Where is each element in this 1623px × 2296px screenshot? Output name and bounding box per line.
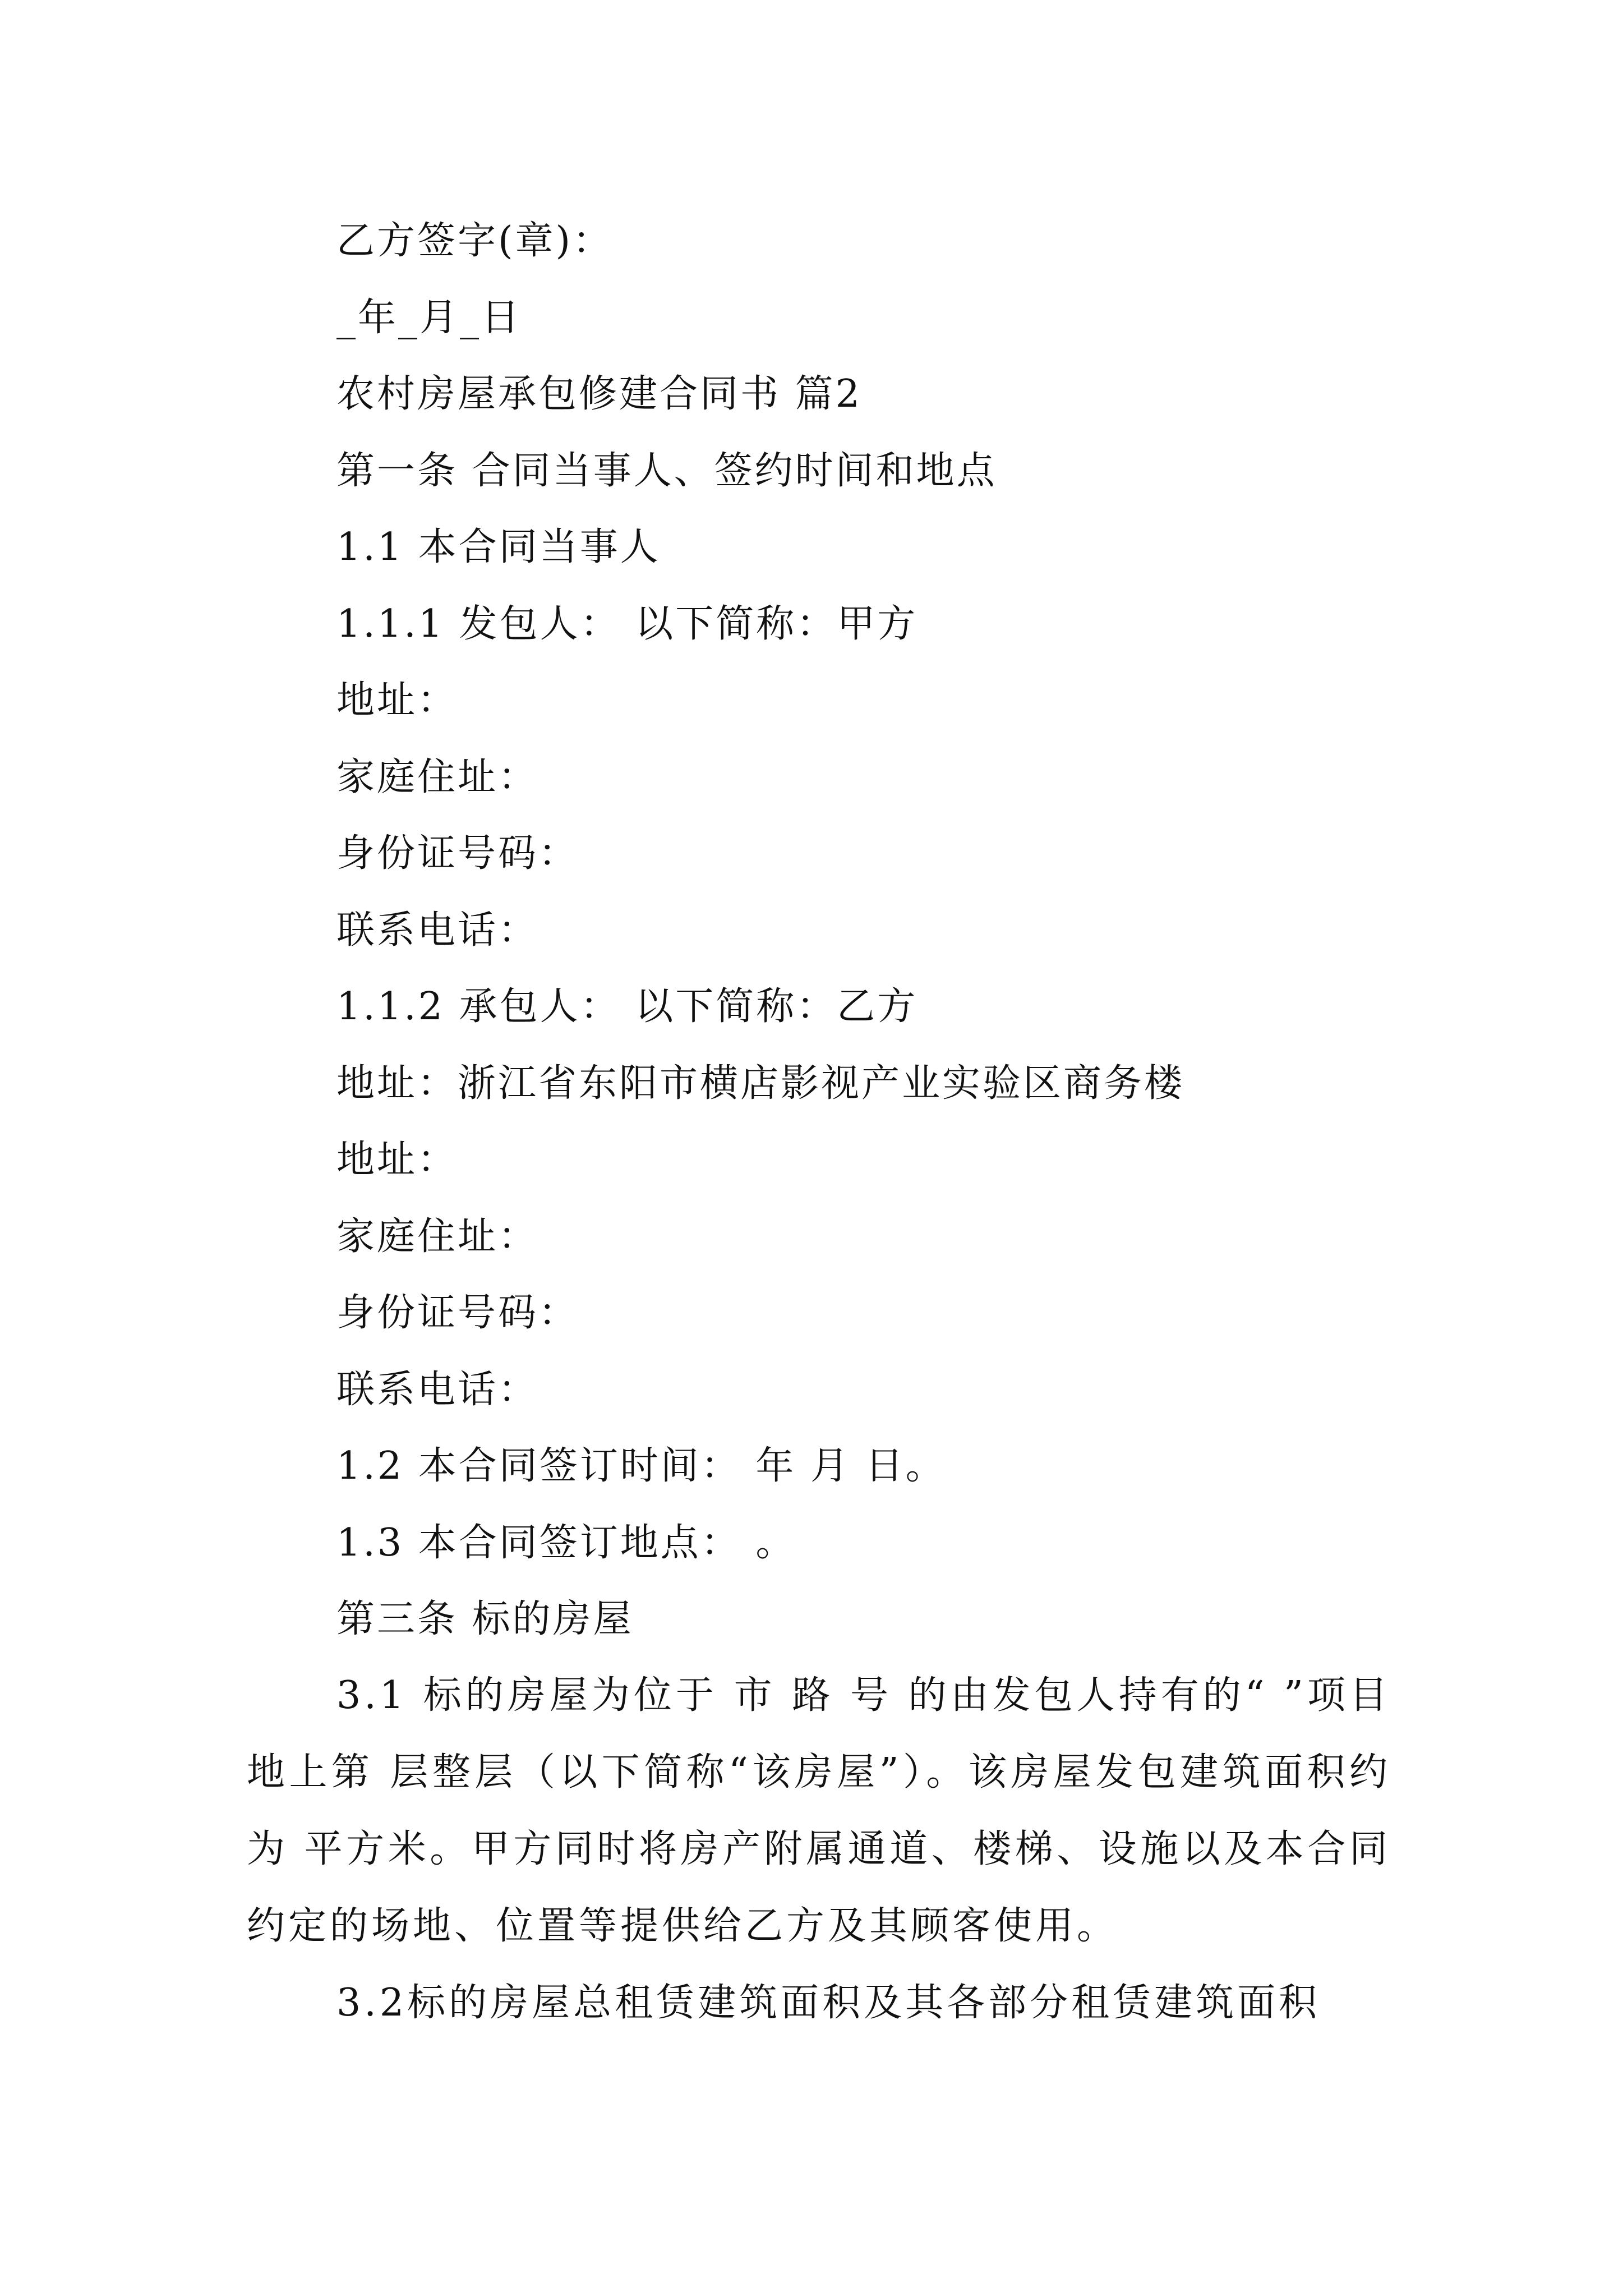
text-line: 家庭住址： bbox=[336, 1214, 539, 1259]
text-line: 身份证号码： bbox=[336, 831, 579, 876]
text-line: 联系电话： bbox=[336, 908, 539, 953]
clause-paragraph: 3.1 标的房屋为位于 市 路 号 的由发包人持有的“ ”项目地上第 层整层（以下简称“该房屋”）。该房屋发包建筑面积约为 平方米。甲方同时将房产附属通道、楼梯、设施以及本合同约定的场地、位置等提供给乙方及其顾客使用。 bbox=[247, 1673, 1391, 1948]
clause-heading: 1.1 本合同当事人 bbox=[336, 525, 661, 569]
clause-paragraph: 3.2标的房屋总租赁建筑面积及其各部分租赁建筑面积 bbox=[336, 1981, 1321, 2025]
text-line: 乙方签字(章)： bbox=[336, 219, 614, 263]
article-heading: 第三条 标的房屋 bbox=[336, 1597, 634, 1641]
text-line: 身份证号码： bbox=[336, 1291, 579, 1335]
text-line: 家庭住址： bbox=[336, 755, 539, 799]
text-line: 地址：浙江省东阳市横店影视产业实验区商务楼 bbox=[336, 1061, 1185, 1106]
text-line: 联系电话： bbox=[336, 1368, 539, 1412]
text-line: _年_月_日 bbox=[336, 296, 522, 340]
clause-heading: 1.1.1 发包人： 以下简称：甲方 bbox=[336, 602, 918, 646]
clause-heading: 1.1.2 承包人： 以下简称：乙方 bbox=[336, 984, 918, 1029]
clause-text: 1.2 本合同签订时间： 年 月 日。 bbox=[336, 1444, 946, 1488]
section-title: 农村房屋承包修建合同书 篇2 bbox=[336, 372, 862, 416]
clause-text: 1.3 本合同签订地点： 。 bbox=[336, 1521, 796, 1565]
text-line: 地址： bbox=[336, 678, 458, 723]
article-heading: 第一条 合同当事人、签约时间和地点 bbox=[336, 449, 997, 493]
text-line: 地址： bbox=[336, 1138, 458, 1182]
